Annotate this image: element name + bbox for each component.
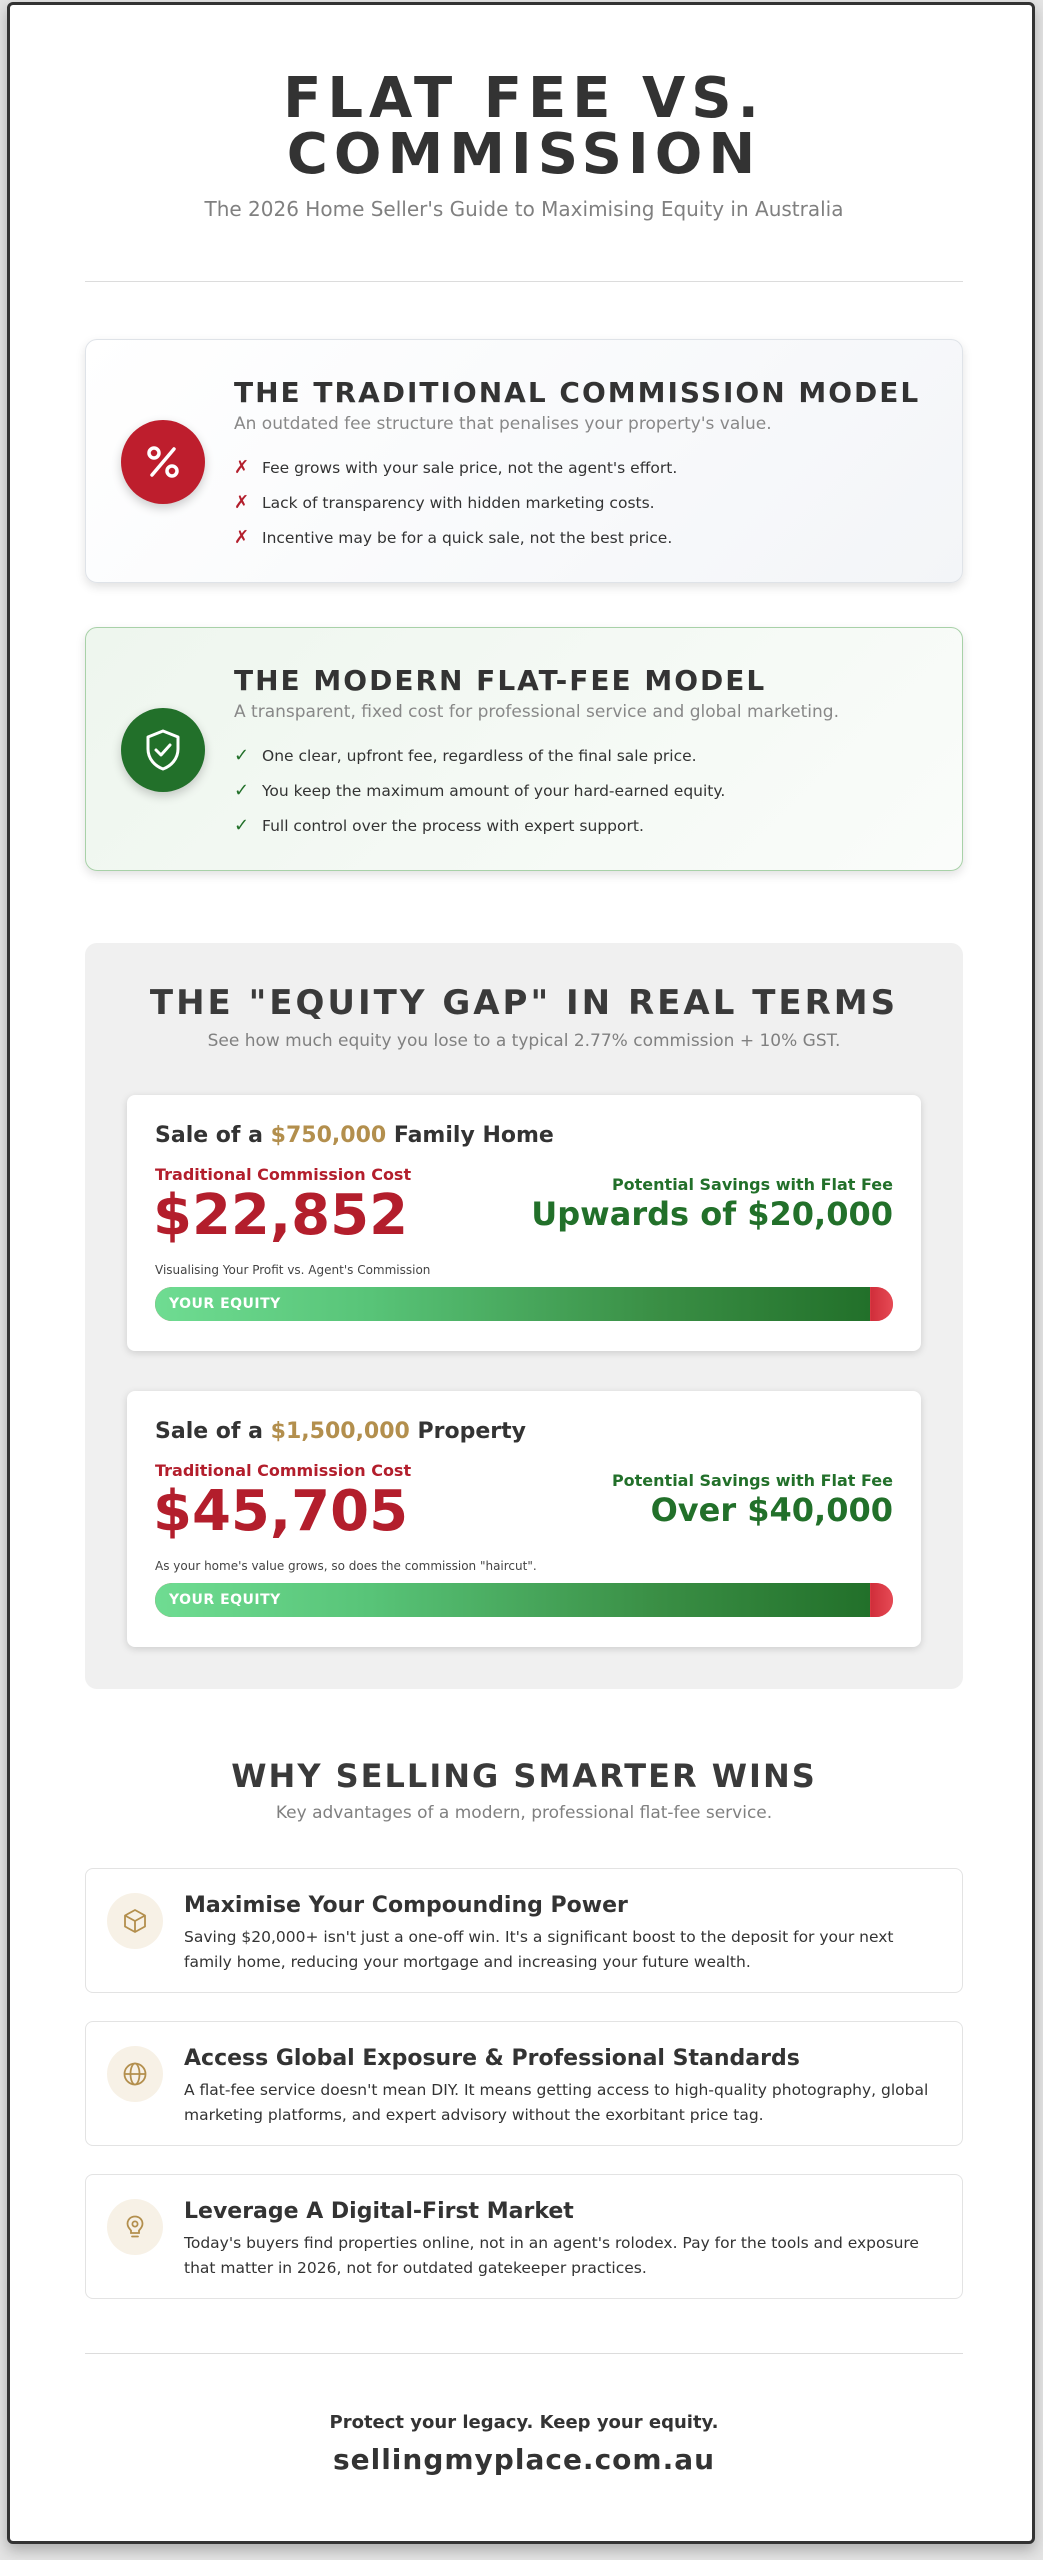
why-subtitle: Key advantages of a modern, professional flat-fee service.: [275, 1803, 773, 1823]
list-item: [234, 485, 677, 520]
content-column: [85, 5, 963, 2547]
lightbulb-icon: [107, 2199, 163, 2255]
footer-url[interactable]: sellingmyplace.com.au: [332, 2443, 716, 2476]
list-item: [234, 738, 725, 773]
flat-fee-benefits-list: [234, 738, 725, 843]
footer-tagline: Protect your legacy. Keep your equity.: [329, 2412, 719, 2433]
list-item-text: Full control over the process with expert support.: [262, 816, 644, 835]
sale-prefix: Sale of a: [155, 1419, 271, 1444]
list-item: [234, 450, 677, 485]
bar-caption: As your home's value grows, so does the commission "haircut".: [155, 1559, 537, 1573]
sale-heading: [155, 1419, 526, 1444]
flat-fee-model-subtitle: A transparent, fixed cost for professional service and global marketing.: [234, 702, 839, 722]
commission-cost-value: $22,852: [153, 1183, 409, 1248]
why-title: WHY SELLING SMARTER WINS: [231, 1757, 817, 1795]
sale-card-750k: [127, 1095, 921, 1351]
sale-card-1500k: [127, 1391, 921, 1647]
equity-bar: [155, 1583, 893, 1617]
equity-gap-title: THE "EQUITY GAP" IN REAL TERMS: [149, 983, 899, 1023]
sale-heading: [155, 1123, 554, 1148]
equity-bar-label: YOUR EQUITY: [169, 1592, 281, 1608]
advantage-title: Maximise Your Compounding Power: [184, 1893, 628, 1918]
sale-suffix: Family Home: [386, 1123, 554, 1148]
page-subtitle: The 2026 Home Seller's Guide to Maximising Equity in Australia: [204, 197, 844, 221]
cube-icon: [107, 1893, 163, 1949]
list-item: [234, 773, 725, 808]
equity-bar: [155, 1287, 893, 1321]
sale-price: $1,500,000: [270, 1419, 410, 1444]
flat-fee-model-card: [85, 627, 963, 871]
list-item-text: One clear, upfront fee, regardless of the final sale price.: [262, 746, 697, 765]
commission-cost-label: Traditional Commission Cost: [155, 1461, 412, 1480]
percent-icon: [121, 420, 205, 504]
bar-caption: Visualising Your Profit vs. Agent's Commission: [155, 1263, 431, 1277]
savings-label: Potential Savings with Flat Fee: [611, 1175, 893, 1194]
advantage-card: [85, 2021, 963, 2146]
advantage-card: [85, 2174, 963, 2299]
divider: [85, 281, 963, 282]
savings-label: Potential Savings with Flat Fee: [611, 1471, 893, 1490]
list-item-text: Fee grows with your sale price, not the agent's effort.: [262, 458, 678, 477]
check-icon: ✓: [234, 745, 250, 766]
commission-cost-label: Traditional Commission Cost: [155, 1165, 412, 1184]
advantage-text: Saving $20,000+ isn't just a one-off win. It's a significant boost to the deposit for your next family home, reducing your mortgage and increasing your future wealth.: [184, 1928, 894, 1971]
savings-value: Over $40,000: [650, 1491, 893, 1529]
advantage-title: Leverage A Digital-First Market: [184, 2199, 574, 2224]
shield-check-icon: [121, 708, 205, 792]
page-title: [85, 66, 963, 187]
traditional-model-card: [85, 339, 963, 583]
cross-icon: ✗: [234, 457, 250, 478]
list-item-text: Lack of transparency with hidden marketing costs.: [262, 493, 655, 512]
equity-gap-section: [85, 943, 963, 1689]
title-line-1: FLAT FEE VS.: [283, 66, 765, 131]
advantage-text: A flat-fee service doesn't mean DIY. It means getting access to high-quality photography, global marketing platforms, and expert advisory without the exorbitant price tag.: [184, 2081, 929, 2124]
check-icon: ✓: [234, 815, 250, 836]
flat-fee-model-title: THE MODERN FLAT-FEE MODEL: [234, 664, 767, 697]
divider: [85, 2353, 963, 2354]
traditional-drawbacks-list: [234, 450, 677, 555]
globe-icon: [107, 2046, 163, 2102]
savings-value: Upwards of $20,000: [531, 1195, 893, 1233]
list-item: [234, 520, 677, 555]
check-icon: ✓: [234, 780, 250, 801]
list-item: [234, 808, 725, 843]
sale-suffix: Property: [409, 1419, 526, 1444]
commission-bar-segment: [871, 1287, 894, 1321]
sale-price: $750,000: [270, 1123, 387, 1148]
title-line-2: COMMISSION: [286, 122, 762, 187]
cross-icon: ✗: [234, 527, 250, 548]
list-item-text: You keep the maximum amount of your hard-earned equity.: [262, 781, 726, 800]
cross-icon: ✗: [234, 492, 250, 513]
equity-bar-label: YOUR EQUITY: [169, 1296, 281, 1312]
traditional-model-subtitle: An outdated fee structure that penalises your property's value.: [234, 414, 772, 434]
infographic-frame: [7, 2, 1035, 2544]
advantage-text: Today's buyers find properties online, not in an agent's rolodex. Pay for the tools and exposure that matter in 2026, not for outdated gatekeeper practices.: [184, 2234, 919, 2277]
commission-bar-segment: [871, 1583, 894, 1617]
sale-prefix: Sale of a: [155, 1123, 271, 1148]
equity-gap-subtitle: See how much equity you lose to a typical 2.77% commission + 10% GST.: [207, 1031, 841, 1051]
list-item-text: Incentive may be for a quick sale, not the best price.: [262, 528, 673, 547]
advantage-title: Access Global Exposure & Professional Standards: [184, 2046, 800, 2071]
traditional-model-title: THE TRADITIONAL COMMISSION MODEL: [234, 376, 921, 409]
advantage-card: [85, 1868, 963, 1993]
commission-cost-value: $45,705: [153, 1479, 409, 1544]
